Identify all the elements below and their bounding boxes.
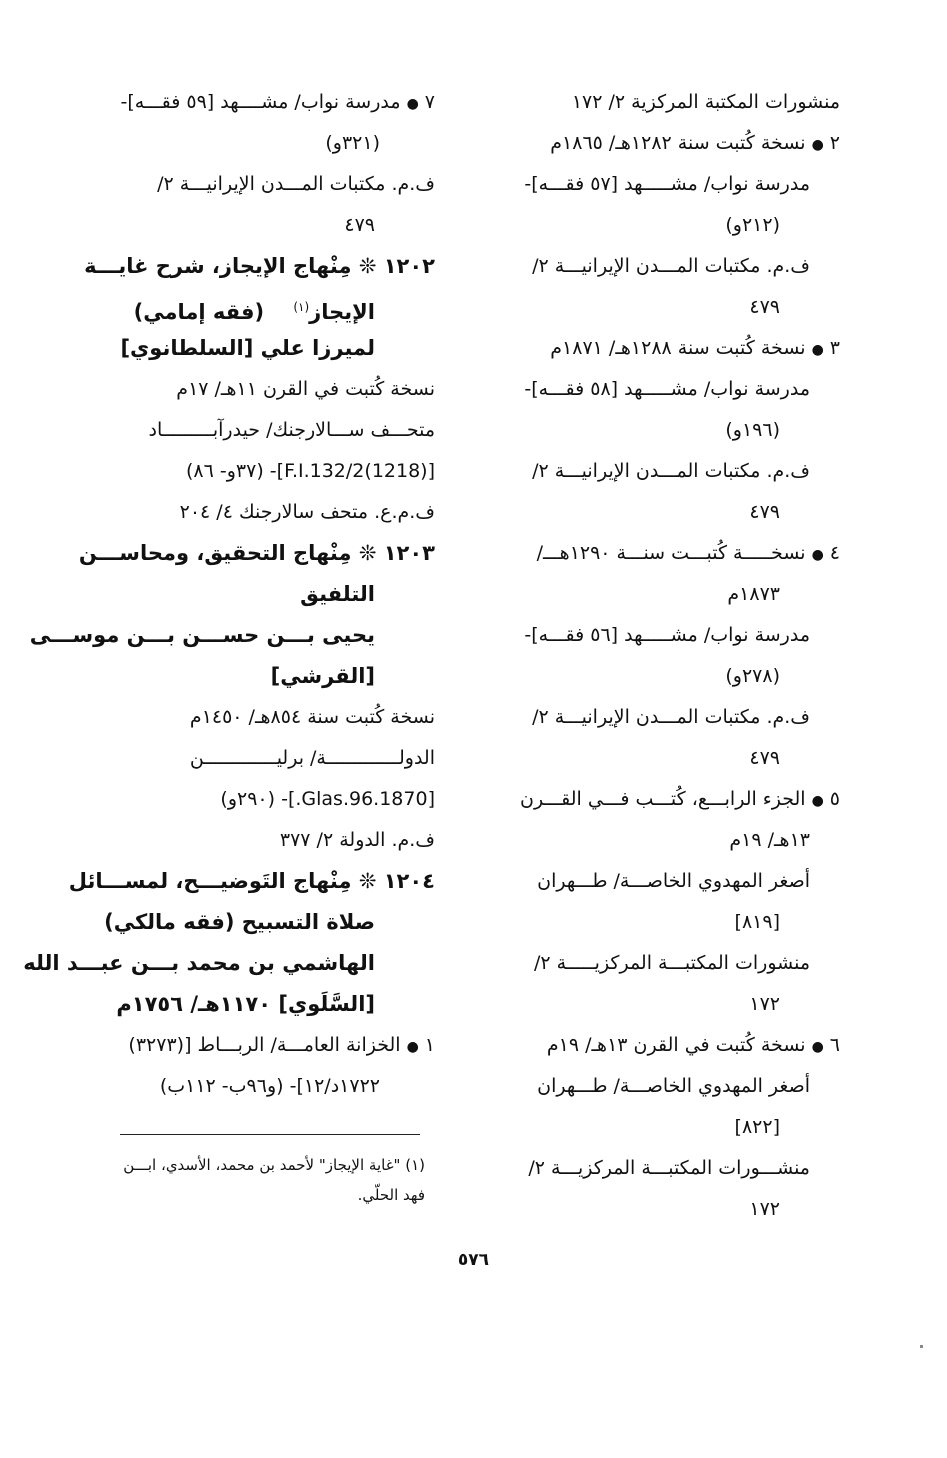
heading-text: الإيجاز [309,300,375,324]
entry-heading [60,287,435,328]
entry-heading: ١٢٠٣ ❊ مِنْهاج التحقيق، ومحاســـن [78,541,435,565]
entry-line [475,533,840,574]
entry-text: الخزانة العامـــة/ الربـــاط [(٣٢٧٣) [128,1034,401,1056]
entry-line: نسخة كُتبت في القرن ١١هـ/ ١٧م [176,378,435,400]
entry-line: [(1218)F.I.132/2]- (٣٧و- ٨٦) [185,460,435,482]
entry-line: ١٣هـ/ ١٩م [729,829,810,851]
entry-text: الجزء الرابـــع، كُتـــب فـــي القـــرن [520,788,806,810]
entry-line: ف.م. الدولة ٢/ ٣٧٧ [279,829,435,851]
item-number: ٦ [829,1034,840,1056]
entry-line: منشورات المكتبـــة المركزيـــــة ٢/ [533,952,810,974]
entry-line: [٨١٩] [734,911,780,933]
item-number: ٣ [829,337,840,359]
entry-line: مدرسة نواب/ مشـــــهد [٥٨ فقـــه]- [524,378,810,400]
author-line: الهاشمي بن محمد بـــن عبـــد الله [23,951,375,975]
entry-line [475,1025,840,1066]
item-number: ٥ [829,788,840,810]
entry-line: منشورات المكتبة المركزية ٢/ ١٧٢ [571,91,840,113]
entry-line: متحـــف ســـالارجنك/ حيدرآبـــــــــاد [148,419,435,441]
bullet-icon: ● [811,137,824,153]
scan-speck [920,1345,923,1348]
entry-text: نسخة كُتبت في القرن ١٣هـ/ ١٩م [546,1034,806,1056]
entry-line: ف.م. مكتبات المـــدن الإيرانيـــة ٢/ [532,460,810,482]
entry-text: مدرسة نواب/ مشــــهد [٥٩ فقـــه]- [120,91,401,113]
author-line: [السَّلَوي] ١١٧٠هـ/ ١٧٥٦م [116,992,375,1016]
item-number: ٢ [829,132,840,154]
entry-line: [٨٢٢] [734,1116,780,1138]
entry-line: أصغر المهدوي الخاصـــة/ طـــهران [537,870,810,892]
left-column [23,82,435,1107]
entry-line: ١٧٢ [749,1198,780,1220]
entry-text: نسخـــــة كُتبـــت سنـــة ١٢٩٠هـــ/ [536,542,806,564]
entry-text: نسخة كُتبت سنة ١٢٨٢هـ/ ١٨٦٥م [550,132,806,154]
entry-line: ٤٧٩ [344,214,375,236]
bullet-icon: ● [811,547,824,563]
entry-line: مدرسة نواب/ مشـــــهد [٥٦ فقـــه]- [524,624,810,646]
entry-line [475,123,840,164]
bullet-icon: ● [811,342,824,358]
entry-line: نسخة كُتبت سنة ٨٥٤هـ/ ١٤٥٠م [189,706,435,728]
entry-line [475,328,840,369]
bullet-icon: ● [406,1039,419,1055]
entry-line [475,779,840,820]
entry-heading: ١٢٠٤ ❊ مِنْهاج التَوضيـــح، لمســـائل [68,869,435,893]
entry-line: (٢٧٨و) [725,665,780,687]
entry-line: الدولـــــــــــــة/ برليـــــــــــــن [189,747,435,769]
entry-heading: صلاة التسبيح (فقه مالكي) [104,910,375,934]
entry-line: (٢١٢و) [725,214,780,236]
entry-line: ١٨٧٣م [727,583,780,605]
entry-line [60,1025,435,1066]
entry-line: ٤٧٩ [749,501,780,523]
item-number: ٧ [424,91,435,113]
footnote-divider [120,1134,420,1135]
author-line: لميرزا علي [السلطانوي] [120,336,375,360]
entry-line: ٤٧٩ [749,296,780,318]
subject-tag: (فقه إمامي) [133,300,265,324]
entry-line: أصغر المهدوي الخاصـــة/ طـــهران [537,1075,810,1097]
entry-line: ف.م. مكتبات المـــدن الإيرانيـــة ٢/ [157,173,435,195]
entry-line: ٤٧٩ [749,747,780,769]
entry-line: [1870.Glas.96.]- (٢٩٠و) [220,788,435,810]
footnote [80,1150,425,1210]
entry-heading: التلفيق [300,582,375,606]
bullet-icon: ● [406,96,419,112]
entry-heading: ١٢٠٢ ❊ مِنْهاج الإيجاز، شرح غايـــة [84,254,435,278]
footnote-line: (١) "غاية الإيجاز" لأحمد بن محمد، الأسدي، ابـــن [123,1156,425,1174]
author-line: [القرشي] [270,664,375,688]
right-column [475,82,840,1230]
entry-line: ف.م. مكتبات المـــدن الإيرانيـــة ٢/ [532,706,810,728]
author-line: يحيى بـــن حســـن بـــن موســـى [29,623,375,647]
entry-line: ١٧٢ [749,993,780,1015]
entry-line: (٣٢١و) [325,132,380,154]
item-number: ٤ [829,542,840,564]
entry-text: نسخة كُتبت سنة ١٢٨٨هـ/ ١٨٧١م [550,337,806,359]
entry-line: منشـــورات المكتبـــة المركزيـــة ٢/ [528,1157,810,1179]
entry-line: مدرسة نواب/ مشـــــهد [٥٧ فقـــه]- [524,173,810,195]
entry-line: ف.م.ع. متحف سالارجنك ٤/ ٢٠٤ [179,501,435,523]
bullet-icon: ● [811,793,824,809]
entry-line [60,82,435,123]
page-number: ٥٧٦ [457,1250,490,1270]
entry-line: (١٩٦و) [725,419,780,441]
entry-line: ف.م. مكتبات المـــدن الإيرانيـــة ٢/ [532,255,810,277]
footnote-ref: (١) [293,300,310,314]
bullet-icon: ● [811,1039,824,1055]
item-number: ١ [424,1034,435,1056]
entry-line: ١٧٢٢د/١٢]- (و٩٦ب- ١١٢ب) [159,1075,380,1097]
footnote-line: فهد الحلّي. [357,1186,425,1204]
